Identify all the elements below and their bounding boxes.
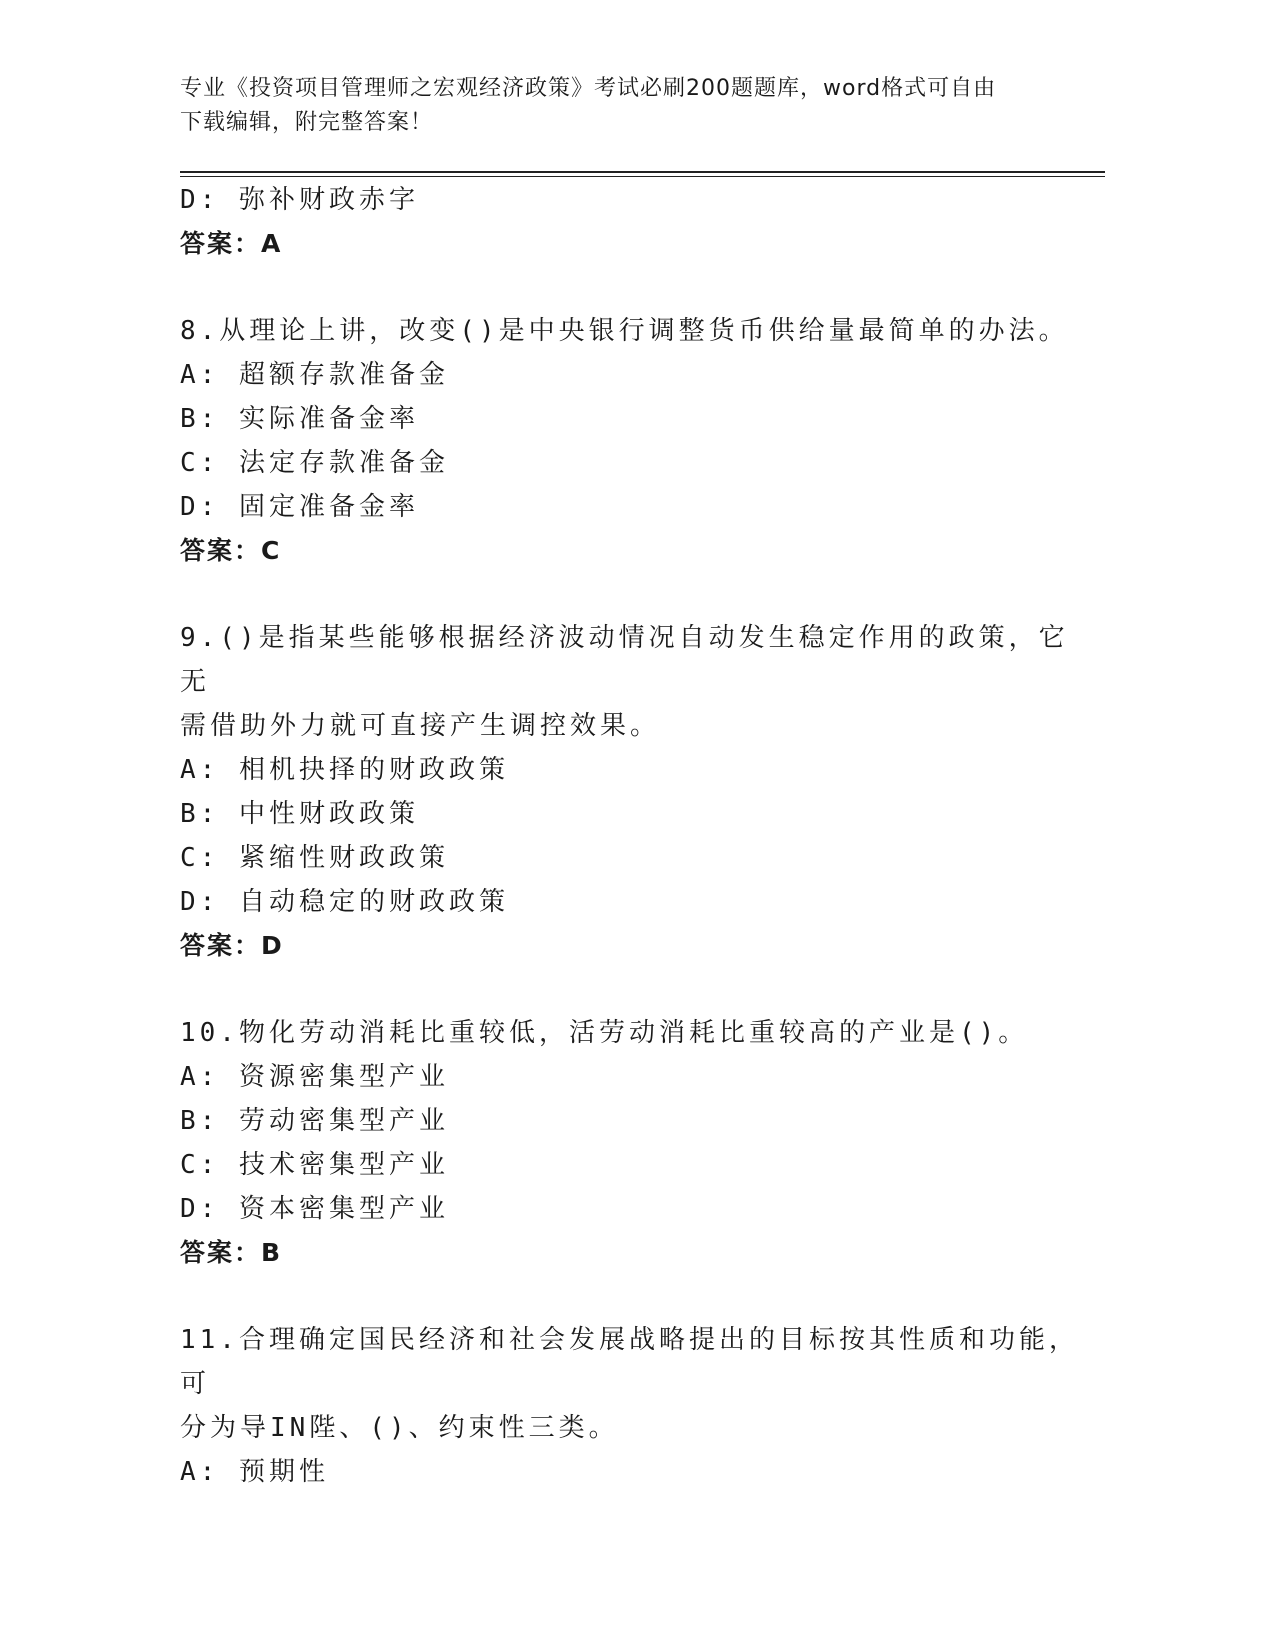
- document-header: [180, 72, 1060, 140]
- question-stem: 8.从理论上讲，改变()是中央银行调整货币供给量最简单的办法。: [180, 316, 1069, 346]
- option-b: B: 劳动密集型产业: [180, 1106, 449, 1136]
- question-stem-continued: 分为导IN陛、()、约束性三类。: [180, 1413, 619, 1443]
- header-rule-thin: [180, 176, 1105, 177]
- option-a: A: 相机抉择的财政政策: [180, 755, 509, 785]
- option-d: D: 弥补财政赤字: [180, 185, 419, 215]
- question-stem: 9.()是指某些能够根据经济波动情况自动发生稳定作用的政策，它无: [180, 623, 1069, 697]
- option-c: C: 法定存款准备金: [180, 448, 449, 478]
- answer-line: 答案：B: [180, 1238, 283, 1267]
- spacer: [180, 968, 1080, 1011]
- option-a: A: 预期性: [180, 1457, 329, 1487]
- question-block: [180, 616, 1080, 968]
- question-stem-continued: 需借助外力就可直接产生调控效果。: [180, 711, 661, 741]
- header-line-2: 下载编辑，附完整答案！: [180, 110, 434, 135]
- header-rule-thick: [180, 171, 1105, 173]
- header-line-1: 专业《投资项目管理师之宏观经济政策》考试必刷200题题库，word格式可自由: [180, 76, 997, 101]
- option-b: B: 实际准备金率: [180, 404, 419, 434]
- question-block: [180, 309, 1080, 573]
- option-d: D: 自动稳定的财政政策: [180, 887, 509, 917]
- option-a: A: 超额存款准备金: [180, 360, 449, 390]
- question-stem: 10.物化劳动消耗比重较低，活劳动消耗比重较高的产业是()。: [180, 1018, 1029, 1048]
- spacer: [180, 266, 1080, 309]
- option-d: D: 固定准备金率: [180, 492, 419, 522]
- question-stem: 11.合理确定国民经济和社会发展战略提出的目标按其性质和功能，可: [180, 1325, 1079, 1399]
- spacer: [180, 573, 1080, 616]
- answer-line: 答案：C: [180, 536, 282, 565]
- option-c: C: 技术密集型产业: [180, 1150, 449, 1180]
- option-b: B: 中性财政政策: [180, 799, 419, 829]
- spacer: [180, 1275, 1080, 1318]
- question-block: [180, 1318, 1080, 1494]
- answer-line: 答案：A: [180, 229, 283, 258]
- option-a: A: 资源密集型产业: [180, 1062, 449, 1092]
- answer-line: 答案：D: [180, 931, 284, 960]
- option-d: D: 资本密集型产业: [180, 1194, 449, 1224]
- option-c: C: 紧缩性财政政策: [180, 843, 449, 873]
- question-block: [180, 1011, 1080, 1275]
- question-content: [180, 178, 1080, 1494]
